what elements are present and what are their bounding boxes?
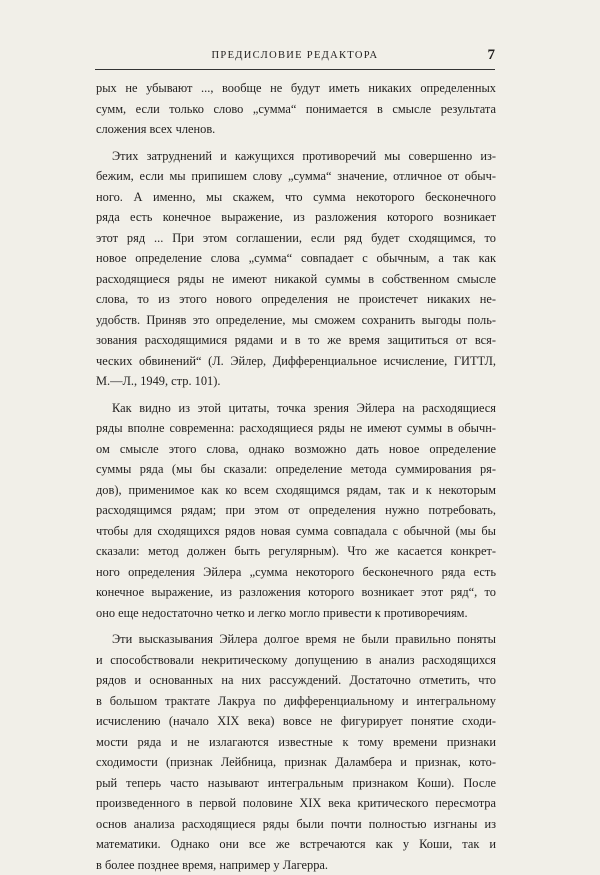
text-line: сходимости (признак Лейбница, признак Даламбера и признак, кото- — [96, 752, 496, 773]
text-line: новое определение слова „сумма“ совпадает с обычным, а так как — [96, 248, 496, 269]
paragraph — [96, 629, 496, 875]
text-line: ного. А именно, мы скажем, что сумма некоторого бесконечного — [96, 187, 496, 208]
text-line: математики. Однако они все же встречаются как у Коши, так и — [96, 834, 496, 855]
paragraph — [96, 78, 496, 140]
text-line: бежим, если мы припишем слову „сумма“ значение, отличное от обыч- — [96, 166, 496, 187]
header-rule — [95, 69, 495, 70]
text-line: ряды вполне современна: расходящиеся ряды не имеют суммы в обычн- — [96, 418, 496, 439]
paragraph — [96, 146, 496, 392]
text-line: ного определения Эйлера „сумма некоторого бесконечного ряда есть — [96, 562, 496, 583]
text-line: Эти высказывания Эйлера долгое время не были правильно поняты — [96, 629, 496, 650]
text-line: ряда есть конечное выражение, из разложения которого возникает — [96, 207, 496, 228]
text-line: ом смысле этого слова, однако возможно дать новое определение — [96, 439, 496, 460]
text-line: мости ряда и не излагаются известные к тому времени признаки — [96, 732, 496, 753]
text-line: ческих обвинений“ (Л. Эйлер, Дифференциальное исчисление, ГИТТЛ, — [96, 351, 496, 372]
text-line: рый теперь часто называют интегральным признаком Коши). После — [96, 773, 496, 794]
text-line: этот ряд ... При этом соглашении, если ряд будет сходящимся, то — [96, 228, 496, 249]
text-line: в большом трактате Лакруа по дифференциальному и интегральному — [96, 691, 496, 712]
text-line: сложения всех членов. — [96, 119, 496, 140]
text-line: и способствовали некритическому допущению в анализ расходящихся — [96, 650, 496, 671]
text-line: сказали: метод должен быть регулярным). Что же касается конкрет- — [96, 541, 496, 562]
text-line: М.—Л., 1949, стр. 101). — [96, 371, 496, 392]
text-line: суммы ряда (мы бы сказали: определение метода суммирования ря- — [96, 459, 496, 480]
text-line: рядов и основанных на них рассуждений. Достаточно отметить, что — [96, 670, 496, 691]
text-line: слова, то из этого нового определения не проистечет никаких не- — [96, 289, 496, 310]
text-line: исчислению (начало XIX века) вовсе не фигурирует понятие сходи- — [96, 711, 496, 732]
text-line: чтобы для сходящихся рядов новая сумма совпадала с обычной (мы бы — [96, 521, 496, 542]
text-line: основ анализа расходящиеся ряды были почти полностью изгнаны из — [96, 814, 496, 835]
text-line: рых не убывают ..., вообще не будут иметь никаких определенных — [96, 78, 496, 99]
text-line: произведенного в первой половине XIX века критического пересмотра — [96, 793, 496, 814]
text-line: расходящимся рядам; при этом от определения нужно потребовать, — [96, 500, 496, 521]
text-line: в более позднее время, например у Лагерра. — [96, 855, 496, 875]
text-line: расходящиеся ряды не имеют никакой суммы в собственном смысле — [96, 269, 496, 290]
page-number: 7 — [488, 47, 496, 64]
text-line: зования расходящимися рядами и в то же время защититься от вся- — [96, 330, 496, 351]
text-line: конечное выражение, из разложения которого возникает этот ряд“, то — [96, 582, 496, 603]
header-title: ПРЕДИСЛОВИЕ РЕДАКТОРА — [95, 50, 495, 61]
paragraph — [96, 398, 496, 624]
text-line: Этих затруднений и кажущихся противоречий мы совершенно из- — [96, 146, 496, 167]
running-header — [95, 48, 495, 70]
text-line: дов), применимое как ко всем сходящимся рядам, так и к некоторым — [96, 480, 496, 501]
text-line: сумм, если только слово „сумма“ понимается в смысле результата — [96, 99, 496, 120]
text-line: Как видно из этой цитаты, точка зрения Эйлера на расходящиеся — [96, 398, 496, 419]
body-text — [96, 78, 496, 875]
text-line: оно еще недостаточно четко и легко могло привести к противоречиям. — [96, 603, 496, 624]
text-line: удобств. Приняв это определение, мы сможем сохранить выгоды поль- — [96, 310, 496, 331]
